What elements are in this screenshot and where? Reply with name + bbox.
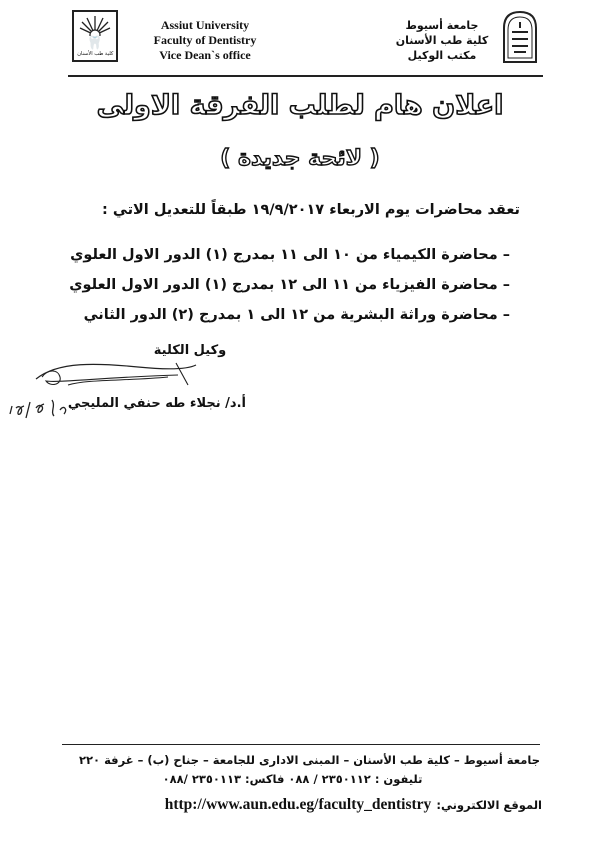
announcement-title: اعلان هام لطلب الفرقة الاولى (96, 90, 504, 121)
lecture-item: – محاضرة الكيمياء من ١٠ الى ١١ بمدرج (١) الدور الاول العلوي (70, 247, 510, 263)
office-name-en: Vice Dean`s office (159, 48, 251, 62)
office-name-ar: مكتب الوكيل (407, 49, 477, 62)
footer-address: جامعة أسيوط – كلية طب الأسنان – المبنى الادارى للجامعة – جناح (ب) – غرفة ٢٢٠ (79, 753, 540, 767)
faculty-name-ar: كلية طب الأسنان (395, 34, 489, 47)
lecture-item: – محاضرة الفيزياء من ١١ الى ١٢ بمدرج (١) الدور الاول العلوي (69, 277, 510, 293)
lecture-item: – محاضرة وراثة البشرية من ١٢ الى ١ بمدرج (٢) الدور الثاني (83, 307, 510, 323)
signatory-name: أ.د/ نجلاء طه حنفي المليجي (67, 396, 246, 411)
english-header (140, 18, 270, 63)
announcement-subtitle: ( لائحة جديدة ) (220, 146, 380, 171)
signature-title: وكيل الكلية (153, 343, 227, 358)
university-name-en: Assiut University (160, 18, 250, 32)
arabic-header (392, 18, 492, 63)
faculty-name-en: Faculty of Dentistry (153, 33, 257, 47)
tooth-icon: 🦷 (86, 36, 104, 51)
footer-divider (62, 744, 540, 745)
footer-website (60, 794, 542, 815)
website-label: الموقع الالكتروني: (436, 798, 542, 812)
footer-phone: تليفون : ٢٣٥٠١١٢ / ٠٨٨ فاكس: ٢٣٥٠١١٣ /٠٨٨ (162, 772, 423, 786)
handwritten-signature (28, 355, 198, 395)
university-logo (500, 8, 540, 64)
website-link[interactable]: http://www.aun.edu.eg/faculty_dentistry (164, 796, 432, 813)
faculty-logo (72, 10, 118, 62)
handwritten-date (6, 394, 76, 424)
faculty-logo-text: كلية طب الأسنان (76, 50, 114, 57)
header-divider (68, 75, 543, 77)
sunburst-icon (78, 16, 112, 36)
university-name-ar: جامعة أسيوط (405, 19, 479, 32)
announcement-intro: تعقد محاضرات يوم الاربعاء ١٩/٩/٢٠١٧ طبقاً للتعديل الاتي : (102, 202, 520, 218)
